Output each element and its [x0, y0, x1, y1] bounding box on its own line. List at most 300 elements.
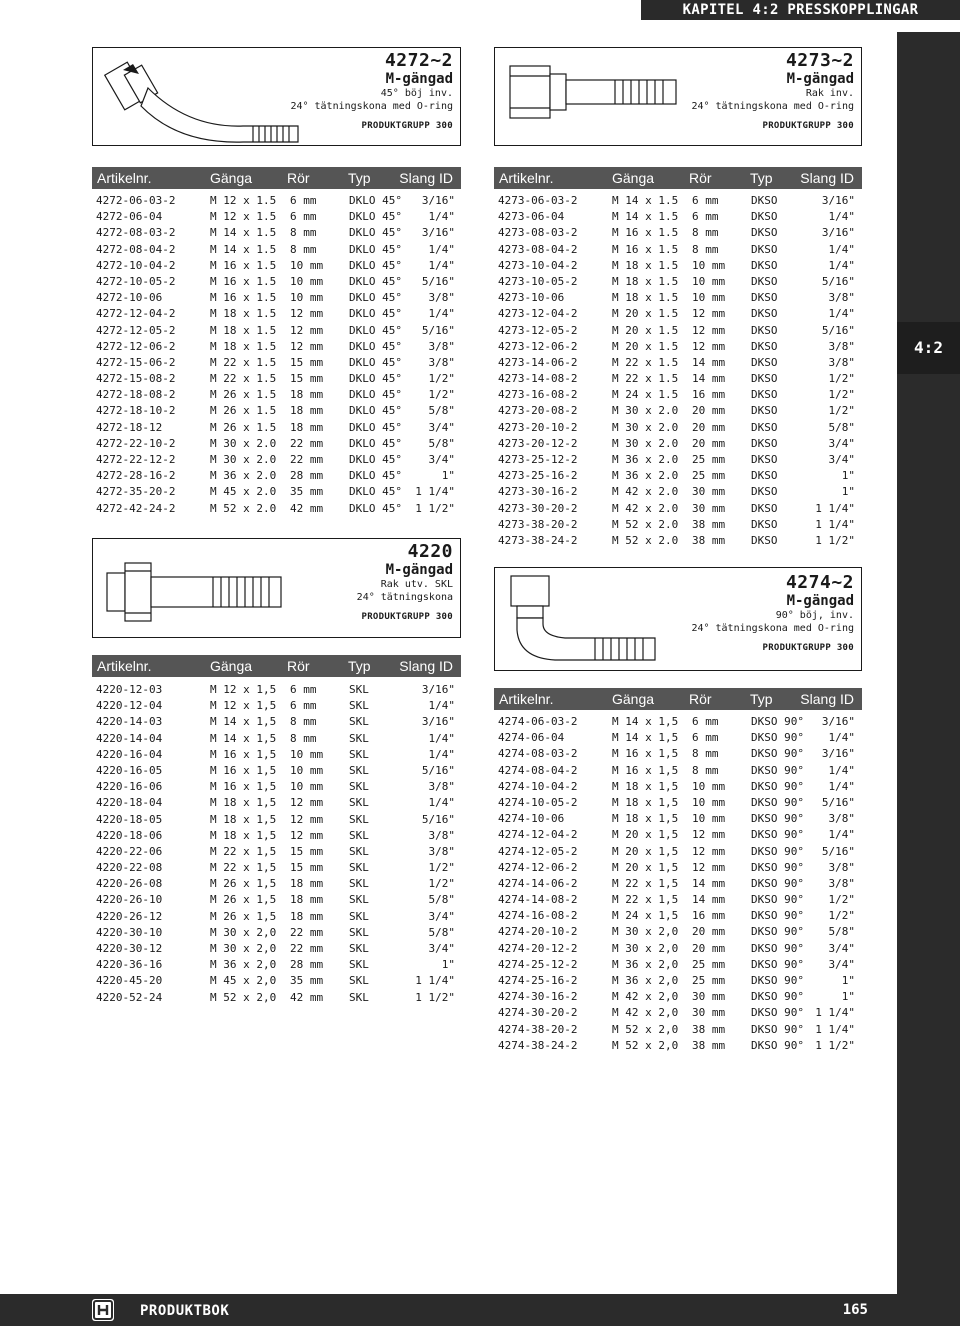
cell-article-number: 4274-10-05-2 [498, 795, 578, 809]
col-header-thread: Gänga [210, 170, 253, 186]
page-header [0, 0, 960, 32]
table-header-4272 [92, 167, 461, 189]
thread-type: M-gängad [385, 71, 453, 87]
cell-type: SKL [349, 812, 369, 826]
cell-tube: 28 mm [290, 958, 324, 972]
cell-type: DKSO [751, 339, 778, 353]
table-row [96, 876, 455, 892]
cell-tube: 12 mm [692, 307, 726, 321]
cell-tube: 8 mm [692, 242, 719, 256]
cell-hose-id: 3/4" [428, 453, 455, 466]
cell-thread: M 12 x 1.5 [210, 210, 277, 224]
cell-hose-id: 3/4" [428, 420, 455, 434]
cell-thread: M 22 x 1,5 [612, 893, 679, 907]
cell-type: DKLO 45° [349, 339, 402, 353]
table-row [96, 990, 455, 1006]
table-row [96, 973, 455, 989]
table-row [96, 909, 455, 925]
cell-tube: 6 mm [692, 715, 719, 728]
cell-tube: 18 mm [290, 877, 324, 891]
cell-thread: M 12 x 1,5 [210, 699, 277, 713]
cell-tube: 12 mm [290, 796, 324, 810]
product-desc-2: 24° tätningskona med O-ring [290, 101, 453, 112]
cell-hose-id: 5/16" [821, 795, 855, 809]
cell-article-number: 4220-45-20 [96, 974, 163, 988]
table-row [498, 290, 855, 306]
cell-hose-id: 1/4" [828, 828, 855, 842]
cell-article-number: 4220-12-03 [96, 683, 163, 696]
product-code: 4220 [407, 541, 453, 562]
cell-hose-id: 1/4" [828, 210, 855, 224]
cell-tube: 10 mm [290, 291, 324, 305]
cell-hose-id: 1/4" [828, 258, 855, 272]
product-info [290, 50, 453, 131]
cell-type: DKSO 90° [751, 893, 804, 907]
cell-thread: M 18 x 1,5 [210, 796, 277, 810]
cell-type: SKL [349, 715, 369, 729]
cell-article-number: 4220-16-04 [96, 747, 163, 761]
product-code: 4273~2 [785, 50, 854, 71]
cell-hose-id: 5/8" [428, 436, 455, 450]
cell-thread: M 14 x 1.5 [612, 210, 679, 224]
cell-thread: M 18 x 1.5 [612, 258, 679, 272]
cell-type: DKLO 45° [349, 291, 402, 305]
cell-hose-id: 3/8" [828, 860, 855, 874]
cell-tube: 22 mm [290, 942, 324, 955]
thread-type: M-gängad [385, 562, 453, 578]
table-row [498, 908, 855, 924]
cell-type: DKLO 45° [349, 194, 402, 207]
table-row [498, 339, 855, 355]
cell-article-number: 4273-12-06-2 [498, 339, 578, 353]
table-row [96, 844, 455, 860]
fitting-90-elbow-drawing [495, 568, 695, 670]
cell-type: DKSO 90° [751, 876, 804, 890]
cell-type: DKSO 90° [751, 860, 804, 874]
cell-type: DKLO 45° [349, 307, 402, 321]
cell-tube: 12 mm [290, 323, 324, 337]
cell-thread: M 42 x 2.0 [612, 501, 679, 515]
cell-article-number: 4272-28-16-2 [96, 469, 176, 483]
cell-tube: 8 mm [290, 731, 317, 745]
product-code: 4274~2 [785, 572, 854, 593]
cell-thread: M 18 x 1,5 [612, 812, 679, 826]
cell-tube: 42 mm [290, 501, 324, 515]
cell-tube: 10 mm [290, 747, 324, 761]
table-row [498, 403, 855, 419]
cell-thread: M 18 x 1.5 [210, 323, 277, 337]
product-code: 4272~2 [384, 50, 453, 71]
cell-hose-id: 1/4" [828, 763, 855, 777]
cell-hose-id: 1 1/4" [815, 1006, 855, 1020]
table-row [498, 258, 855, 274]
table-row [498, 941, 855, 957]
cell-thread: M 20 x 1.5 [612, 307, 679, 321]
cell-type: DKSO [751, 485, 778, 499]
cell-tube: 8 mm [290, 715, 317, 729]
cell-type: DKSO [751, 388, 778, 402]
cell-thread: M 12 x 1,5 [210, 683, 277, 696]
cell-article-number: 4274-12-05-2 [498, 844, 578, 858]
cell-hose-id: 1/4" [428, 242, 455, 256]
cell-hose-id: 1/4" [428, 699, 455, 713]
cell-type: DKSO 90° [751, 747, 804, 761]
cell-article-number: 4273-38-20-2 [498, 517, 578, 531]
cell-type: DKSO [751, 469, 778, 483]
cell-article-number: 4274-25-12-2 [498, 957, 578, 971]
cell-hose-id: 5/16" [421, 763, 455, 777]
cell-thread: M 16 x 1.5 [612, 226, 679, 240]
cell-hose-id: 5/16" [421, 323, 455, 337]
table-body-4273 [498, 193, 855, 549]
cell-thread: M 36 x 2.0 [612, 469, 679, 483]
cell-thread: M 14 x 1,5 [612, 715, 679, 728]
product-group: PRODUKTGRUPP 300 [361, 121, 453, 131]
cell-tube: 12 mm [290, 339, 324, 353]
cell-tube: 30 mm [692, 501, 726, 515]
cell-tube: 22 mm [290, 925, 324, 939]
cell-type: DKSO 90° [751, 828, 804, 842]
cell-tube: 6 mm [290, 699, 317, 713]
table-row [96, 436, 455, 452]
cell-hose-id: 1 1/4" [815, 517, 855, 531]
cell-hose-id: 3/16" [821, 226, 855, 240]
table-row [498, 420, 855, 436]
cell-tube: 25 mm [692, 469, 726, 483]
cell-tube: 25 mm [692, 974, 726, 987]
cell-article-number: 4274-14-08-2 [498, 893, 578, 907]
cell-type: DKLO 45° [349, 485, 402, 499]
cell-thread: M 36 x 2,0 [612, 957, 679, 971]
cell-type: DKSO 90° [751, 941, 804, 955]
col-header-thread: Gänga [210, 658, 253, 674]
product-desc-1: Rak utv. SKL [380, 579, 453, 590]
table-row [96, 274, 455, 290]
cell-hose-id: 1/4" [828, 731, 855, 745]
table-row [498, 795, 855, 811]
cell-type: DKSO [751, 274, 778, 288]
table-row [96, 209, 455, 225]
cell-type: DKLO 45° [349, 258, 402, 272]
cell-tube: 6 mm [692, 194, 719, 207]
cell-hose-id: 1" [441, 469, 455, 483]
cell-article-number: 4273-08-03-2 [498, 226, 578, 240]
cell-tube: 30 mm [692, 1006, 726, 1020]
cell-thread: M 30 x 2.0 [612, 420, 679, 434]
cell-article-number: 4273-20-08-2 [498, 404, 578, 418]
cell-article-number: 4272-35-20-2 [96, 485, 176, 499]
table-row [96, 731, 455, 747]
cell-type: DKLO 45° [349, 355, 402, 369]
product-group: PRODUKTGRUPP 300 [762, 643, 854, 653]
product-desc-1: Rak inv. [805, 88, 854, 99]
product-info [691, 50, 854, 131]
cell-type: DKLO 45° [349, 436, 402, 450]
table-row [96, 682, 455, 698]
cell-thread: M 16 x 1.5 [210, 274, 277, 288]
cell-hose-id: 3/8" [428, 844, 455, 858]
cell-type: SKL [349, 877, 369, 891]
cell-article-number: 4273-20-10-2 [498, 420, 578, 434]
cell-hose-id: 5/16" [421, 274, 455, 288]
cell-type: DKSO 90° [751, 715, 804, 728]
cell-type: SKL [349, 683, 369, 696]
table-header-4274 [494, 688, 862, 710]
cell-article-number: 4274-30-20-2 [498, 1006, 578, 1020]
cell-type: DKSO 90° [751, 990, 804, 1004]
cell-hose-id: 3/16" [821, 194, 855, 207]
cell-tube: 8 mm [290, 242, 317, 256]
cell-article-number: 4273-16-08-2 [498, 388, 578, 402]
cell-tube: 38 mm [692, 1022, 726, 1036]
cell-tube: 38 mm [692, 533, 726, 547]
table-body-4272 [96, 193, 455, 517]
cell-thread: M 22 x 1,5 [612, 876, 679, 890]
table-row [96, 306, 455, 322]
cell-tube: 12 mm [692, 860, 726, 874]
cell-tube: 6 mm [290, 194, 317, 207]
cell-hose-id: 1/4" [428, 307, 455, 321]
cell-thread: M 18 x 1,5 [210, 828, 277, 842]
cell-tube: 10 mm [692, 795, 726, 809]
table-row [498, 274, 855, 290]
col-header-hose-id: Slang ID [800, 691, 854, 707]
cell-hose-id: 1" [841, 485, 855, 499]
table-row [96, 323, 455, 339]
cell-hose-id: 1 1/2" [815, 1038, 855, 1052]
cell-hose-id: 1 1/4" [815, 1022, 855, 1036]
cell-type: SKL [349, 780, 369, 794]
cell-tube: 18 mm [290, 420, 324, 434]
cell-hose-id: 3/16" [821, 715, 855, 728]
cell-article-number: 4274-12-04-2 [498, 828, 578, 842]
cell-thread: M 22 x 1.5 [612, 372, 679, 386]
cell-article-number: 4220-16-06 [96, 780, 163, 794]
cell-article-number: 4273-06-04 [498, 210, 565, 224]
cell-hose-id: 3/16" [821, 747, 855, 761]
side-bar [897, 32, 960, 1294]
cell-type: DKSO 90° [751, 974, 804, 987]
cell-hose-id: 1/4" [428, 258, 455, 272]
cell-tube: 28 mm [290, 469, 324, 483]
cell-article-number: 4274-14-06-2 [498, 876, 578, 890]
cell-type: DKLO 45° [349, 453, 402, 466]
cell-hose-id: 5/16" [821, 844, 855, 858]
table-row [96, 225, 455, 241]
table-row [96, 258, 455, 274]
cell-type: DKSO 90° [751, 1038, 804, 1052]
cell-thread: M 20 x 1,5 [612, 828, 679, 842]
table-row [498, 355, 855, 371]
cell-tube: 8 mm [290, 226, 317, 240]
cell-article-number: 4220-14-04 [96, 731, 163, 745]
cell-hose-id: 1/4" [428, 747, 455, 761]
table-row [96, 371, 455, 387]
cell-thread: M 30 x 2.0 [612, 404, 679, 418]
table-row [498, 860, 855, 876]
cell-type: DKSO 90° [751, 763, 804, 777]
col-header-type: Typ [348, 170, 371, 186]
cell-tube: 35 mm [290, 974, 324, 988]
cell-type: SKL [349, 844, 369, 858]
cell-type: DKSO 90° [751, 1006, 804, 1020]
cell-tube: 18 mm [290, 909, 324, 923]
cell-tube: 6 mm [290, 210, 317, 224]
cell-thread: M 26 x 1,5 [210, 909, 277, 923]
table-row [498, 323, 855, 339]
cell-hose-id: 1 1/4" [415, 974, 455, 988]
col-header-hose-id: Slang ID [800, 170, 854, 186]
cell-hose-id: 1/2" [828, 404, 855, 418]
cell-type: DKLO 45° [349, 469, 402, 483]
cell-article-number: 4274-08-03-2 [498, 747, 578, 761]
cell-tube: 20 mm [692, 941, 726, 955]
col-header-hose-id: Slang ID [399, 658, 453, 674]
cell-article-number: 4220-26-10 [96, 893, 163, 907]
cell-thread: M 18 x 1.5 [210, 339, 277, 353]
cell-article-number: 4274-12-06-2 [498, 860, 578, 874]
cell-hose-id: 1/2" [428, 877, 455, 891]
cell-thread: M 36 x 2.0 [612, 453, 679, 466]
cell-tube: 10 mm [290, 763, 324, 777]
cell-thread: M 22 x 1.5 [210, 372, 277, 386]
cell-article-number: 4273-30-20-2 [498, 501, 578, 515]
cell-thread: M 52 x 2,0 [612, 1022, 679, 1036]
cell-tube: 10 mm [692, 291, 726, 305]
cell-article-number: 4220-26-12 [96, 909, 163, 923]
cell-type: DKSO [751, 533, 778, 547]
cell-thread: M 45 x 2.0 [210, 485, 277, 499]
cell-article-number: 4273-20-12-2 [498, 436, 578, 450]
cell-hose-id: 1/2" [428, 372, 455, 386]
cell-article-number: 4220-36-16 [96, 958, 163, 972]
table-row [498, 501, 855, 517]
cell-thread: M 14 x 1,5 [210, 715, 277, 729]
cell-article-number: 4220-26-08 [96, 877, 163, 891]
table-row [96, 892, 455, 908]
cell-hose-id: 5/8" [828, 925, 855, 939]
product-box-4273 [494, 47, 862, 146]
cell-tube: 10 mm [290, 258, 324, 272]
table-row [498, 763, 855, 779]
table-row [96, 193, 455, 209]
cell-type: DKSO [751, 355, 778, 369]
page-number: 165 [842, 1302, 868, 1318]
cell-type: SKL [349, 828, 369, 842]
table-row [96, 403, 455, 419]
cell-hose-id: 5/8" [428, 925, 455, 939]
cell-tube: 14 mm [692, 372, 726, 386]
cell-type: DKSO 90° [751, 779, 804, 793]
cell-hose-id: 3/4" [828, 436, 855, 450]
cell-hose-id: 3/16" [421, 194, 455, 207]
cell-type: DKSO [751, 258, 778, 272]
cell-article-number: 4273-12-05-2 [498, 323, 578, 337]
table-row [96, 779, 455, 795]
table-row [498, 436, 855, 452]
cell-article-number: 4272-12-06-2 [96, 339, 176, 353]
cell-thread: M 26 x 1,5 [210, 893, 277, 907]
cell-tube: 15 mm [290, 372, 324, 386]
cell-thread: M 16 x 1.5 [612, 242, 679, 256]
cell-tube: 25 mm [692, 957, 726, 971]
cell-hose-id: 3/4" [428, 942, 455, 955]
cell-article-number: 4273-10-06 [498, 291, 565, 305]
cell-hose-id: 3/8" [428, 291, 455, 305]
cell-article-number: 4274-20-10-2 [498, 925, 578, 939]
cell-type: DKSO [751, 517, 778, 531]
table-body-4220 [96, 682, 455, 1006]
cell-thread: M 16 x 1,5 [210, 747, 277, 761]
cell-hose-id: 5/16" [421, 812, 455, 826]
cell-tube: 18 mm [290, 404, 324, 418]
col-header-thread: Gänga [612, 691, 655, 707]
cell-tube: 8 mm [692, 747, 719, 761]
cell-type: DKSO 90° [751, 812, 804, 826]
cell-type: DKLO 45° [349, 226, 402, 240]
product-box-4274 [494, 567, 862, 671]
table-header-4220 [92, 655, 461, 677]
cell-thread: M 36 x 2,0 [210, 958, 277, 972]
cell-type: SKL [349, 942, 369, 955]
cell-tube: 8 mm [692, 763, 719, 777]
table-row [498, 387, 855, 403]
table-row [498, 811, 855, 827]
cell-thread: M 16 x 1,5 [612, 763, 679, 777]
cell-type: SKL [349, 699, 369, 713]
cell-hose-id: 3/8" [428, 339, 455, 353]
cell-thread: M 30 x 2,0 [612, 941, 679, 955]
col-header-article: Artikelnr. [499, 691, 554, 707]
cell-hose-id: 3/4" [828, 453, 855, 466]
cell-article-number: 4274-08-04-2 [498, 763, 578, 777]
cell-hose-id: 1/2" [828, 372, 855, 386]
cell-type: DKSO 90° [751, 909, 804, 923]
cell-article-number: 4273-06-03-2 [498, 194, 578, 207]
table-row [96, 763, 455, 779]
cell-article-number: 4273-10-05-2 [498, 274, 578, 288]
cell-type: SKL [349, 974, 369, 988]
cell-type: DKLO 45° [349, 210, 402, 224]
cell-article-number: 4274-10-06 [498, 812, 565, 826]
cell-tube: 12 mm [692, 844, 726, 858]
col-header-article: Artikelnr. [97, 170, 152, 186]
cell-type: DKSO 90° [751, 1022, 804, 1036]
table-row [498, 876, 855, 892]
cell-hose-id: 1 1/2" [415, 990, 455, 1004]
cell-article-number: 4272-15-08-2 [96, 372, 176, 386]
product-group: PRODUKTGRUPP 300 [361, 612, 453, 622]
cell-tube: 8 mm [692, 226, 719, 240]
cell-hose-id: 3/4" [428, 909, 455, 923]
cell-type: DKLO 45° [349, 372, 402, 386]
cell-article-number: 4272-18-10-2 [96, 404, 176, 418]
cell-article-number: 4272-10-06 [96, 291, 163, 305]
cell-tube: 20 mm [692, 404, 726, 418]
cell-thread: M 45 x 2,0 [210, 974, 277, 988]
cell-article-number: 4220-18-05 [96, 812, 163, 826]
col-header-tube: Rör [287, 170, 310, 186]
cell-thread: M 18 x 1,5 [210, 812, 277, 826]
cell-hose-id: 5/16" [821, 274, 855, 288]
table-row [498, 306, 855, 322]
cell-hose-id: 1 1/2" [815, 533, 855, 547]
cell-article-number: 4220-22-08 [96, 861, 163, 875]
cell-article-number: 4273-25-16-2 [498, 469, 578, 483]
brand-logo-icon [92, 1299, 114, 1321]
cell-tube: 10 mm [692, 812, 726, 826]
table-row [498, 1022, 855, 1038]
